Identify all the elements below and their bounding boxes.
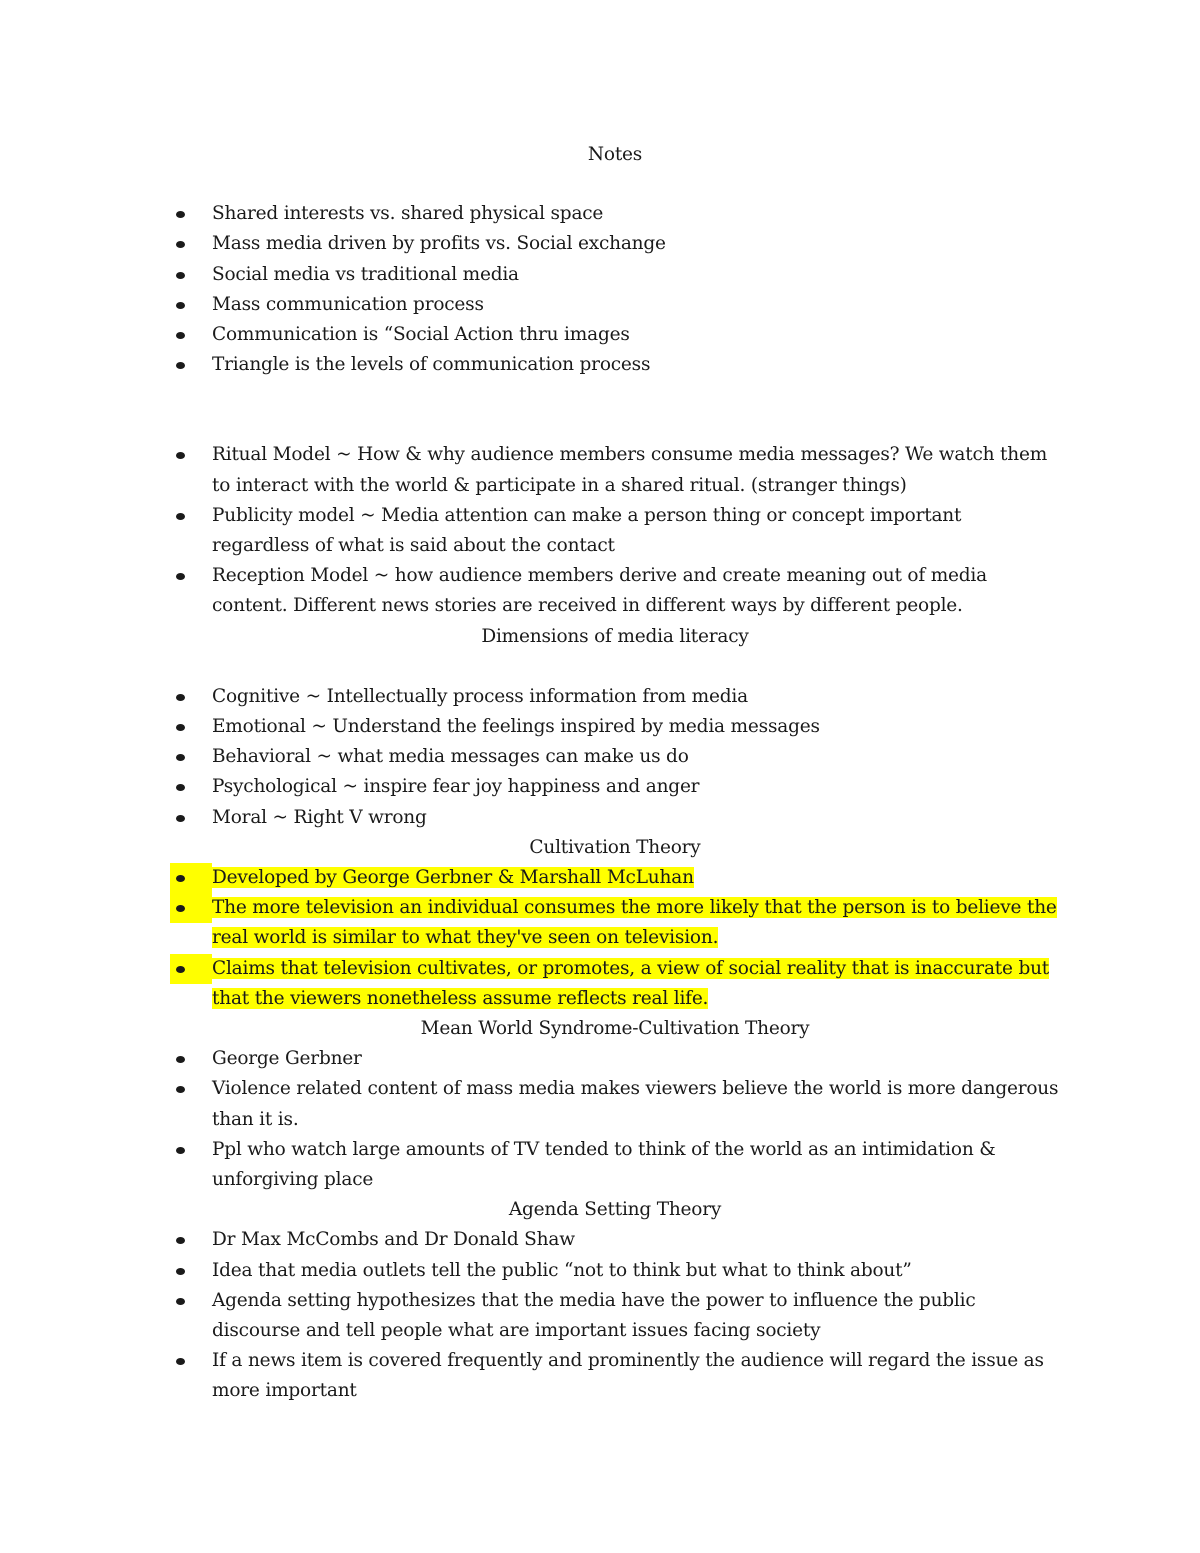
- bullet-icon: [176, 452, 185, 459]
- spacer: [170, 652, 1060, 682]
- section-heading-literacy: Dimensions of media literacy: [481, 625, 749, 647]
- bullet-icon: [176, 754, 185, 761]
- bullet-icon: [176, 211, 185, 218]
- list-item-text: Communication is “Social Action thru images: [212, 324, 630, 345]
- list-item-text: Mass communication process: [212, 293, 484, 315]
- bullet-icon: [176, 1086, 185, 1093]
- list-item: [170, 772, 1060, 802]
- list-item: [170, 1074, 1060, 1134]
- bullet-icon: [176, 1056, 185, 1063]
- list-item: [170, 440, 1060, 500]
- list-item: [170, 199, 1060, 229]
- bullet-icon: [176, 513, 185, 520]
- list-item-text: Violence related content of mass media makes viewers believe the world is more dangerous than it is.: [212, 1078, 1059, 1130]
- bullet-icon: [176, 1268, 185, 1275]
- section-heading-mean-world: Mean World Syndrome-Cultivation Theory: [420, 1018, 810, 1040]
- list-item: [170, 561, 1060, 621]
- list-item-text: Cognitive ~ Intellectually process information from media: [212, 685, 748, 707]
- bullet-icon: [176, 302, 185, 309]
- highlighted-list-item: [170, 954, 1060, 1014]
- list-item-text: Ppl who watch large amounts of TV tended to think of the world as an intimidation & unforgiving place: [212, 1138, 996, 1191]
- mean-world-list: [170, 1044, 1060, 1195]
- bullet-icon: [176, 966, 185, 973]
- bullet-icon: [176, 272, 185, 279]
- list-item-text: Triangle is the levels of communication process: [212, 354, 651, 376]
- list-item: [170, 501, 1060, 561]
- bullet-icon: [176, 784, 185, 791]
- list-item: [170, 320, 1060, 350]
- list-item: [170, 803, 1060, 833]
- cultivation-list: [170, 863, 1060, 1014]
- section-heading-cultivation: Cultivation Theory: [529, 836, 701, 858]
- list-item: [170, 1346, 1060, 1406]
- list-item-text: If a news item is covered frequently and prominently the audience will regard the issue as more important: [212, 1350, 1044, 1402]
- list-item-text: The more television an individual consumes the more likely that the person is to believe the real world is similar to what they've seen on television.: [212, 897, 1057, 949]
- list-item: [170, 260, 1060, 290]
- list-item: [170, 350, 1060, 380]
- list-item: [170, 712, 1060, 742]
- models-list: [170, 440, 1060, 621]
- list-item: [170, 682, 1060, 712]
- list-item-text: George Gerbner: [212, 1048, 362, 1070]
- bullet-icon: [176, 1298, 185, 1305]
- list-item-text: Moral ~ Right V wrong: [212, 806, 427, 828]
- agenda-list: [170, 1225, 1060, 1406]
- list-item-text: Developed by George Gerbner & Marshall McLuhan: [212, 867, 694, 889]
- intro-list: [170, 199, 1060, 380]
- list-item: [170, 1135, 1060, 1195]
- bullet-icon: [176, 1147, 185, 1154]
- bullet-icon: [176, 815, 185, 822]
- bullet-icon: [176, 724, 185, 731]
- spacer: [170, 380, 1060, 440]
- bullet-icon: [176, 241, 185, 248]
- list-item-text: Reception Model ~ how audience members derive and create meaning out of media content. Different news stories are received in different ways by different people.: [212, 565, 987, 617]
- list-item-text: Dr Max McCombs and Dr Donald Shaw: [212, 1229, 575, 1251]
- list-item: [170, 1256, 1060, 1286]
- highlighted-list-item: [170, 893, 1060, 953]
- page-title: Notes: [587, 144, 643, 165]
- document-body: [170, 140, 1060, 1407]
- bullet-icon: [176, 573, 185, 580]
- list-item-text: Psychological ~ inspire fear joy happiness and anger: [212, 776, 700, 798]
- list-item-text: Claims that television cultivates, or promotes, a view of social reality that is inaccurate but that the viewers nonetheless assume reflects real life.: [212, 957, 1050, 1009]
- list-item: [170, 1044, 1060, 1074]
- bullet-icon: [176, 1358, 185, 1365]
- bullet-icon: [176, 694, 185, 701]
- bullet-icon: [176, 875, 185, 882]
- list-item: [170, 1225, 1060, 1255]
- list-item: [170, 290, 1060, 320]
- bullet-icon: [176, 1237, 185, 1244]
- bullet-icon: [176, 332, 185, 339]
- list-item-text: Ritual Model ~ How & why audience members consume media messages? We watch them to interact with the world & participate in a shared ritual. (stranger things): [212, 444, 1048, 496]
- highlighted-list-item: [170, 863, 1060, 893]
- literacy-list: [170, 682, 1060, 833]
- list-item-text: Idea that media outlets tell the public “not to think but what to think about”: [212, 1259, 912, 1281]
- list-item-text: Emotional ~ Understand the feelings inspired by media messages: [212, 716, 820, 738]
- list-item-text: Publicity model ~ Media attention can make a person thing or concept important regardless of what is said about the contact: [212, 504, 962, 557]
- spacer: [170, 170, 1060, 199]
- list-item-text: Social media vs traditional media: [212, 263, 519, 285]
- list-item-text: Agenda setting hypothesizes that the media have the power to influence the public discourse and tell people what are important issues facing society: [212, 1289, 976, 1342]
- list-item-text: Behavioral ~ what media messages can make us do: [212, 746, 689, 768]
- list-item-text: Mass media driven by profits vs. Social exchange: [212, 233, 666, 255]
- bullet-icon: [176, 362, 185, 369]
- list-item-text: Shared interests vs. shared physical space: [212, 203, 604, 225]
- list-item: [170, 229, 1060, 259]
- list-item: [170, 1286, 1060, 1346]
- list-item: [170, 742, 1060, 772]
- section-heading-agenda: Agenda Setting Theory: [508, 1199, 722, 1221]
